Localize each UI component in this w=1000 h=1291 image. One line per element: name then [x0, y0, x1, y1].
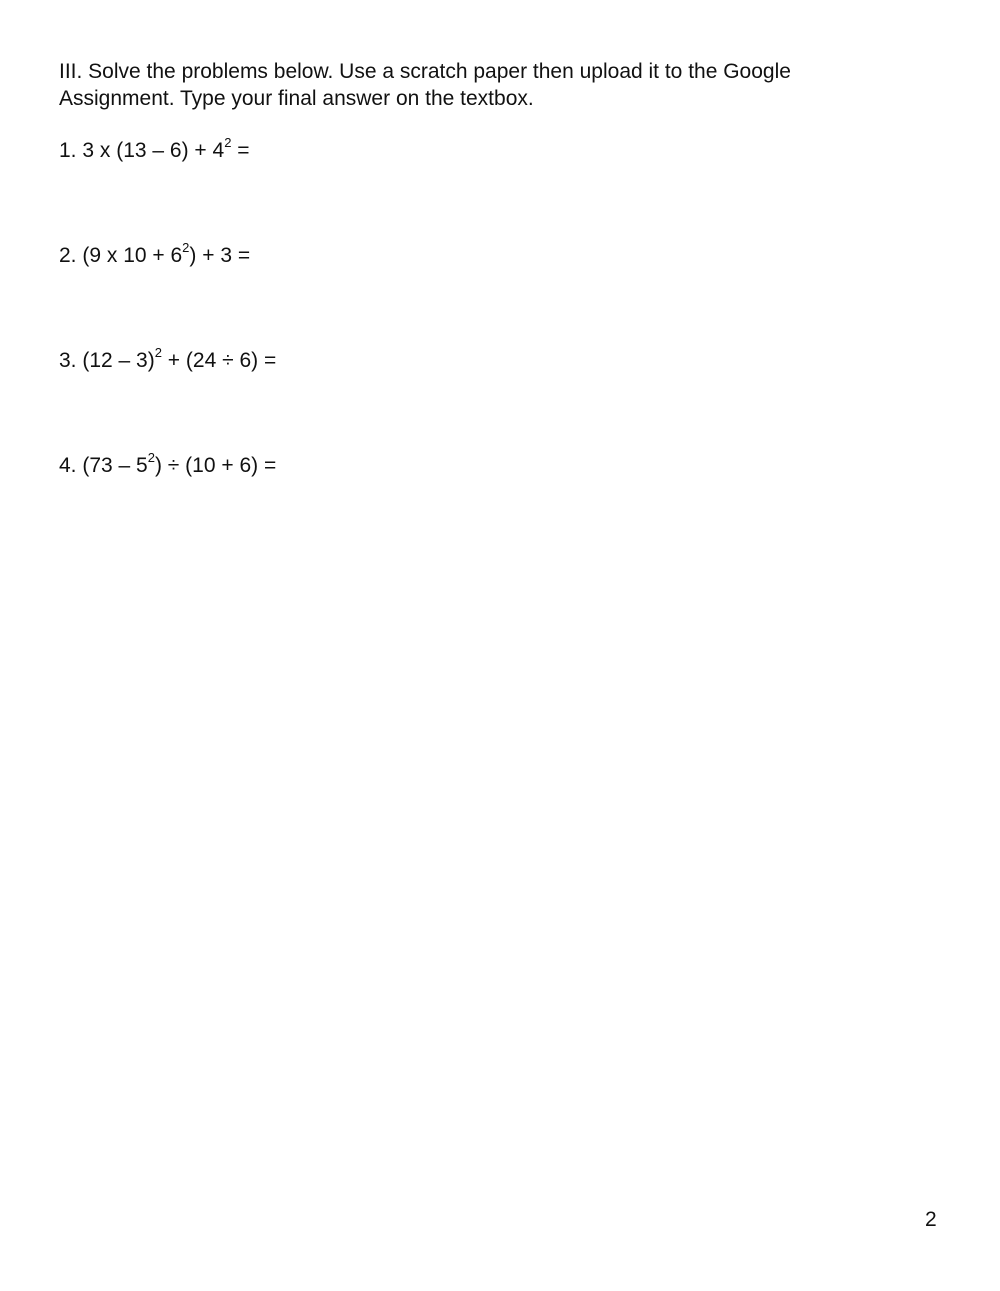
problem-3-expression: 3. (12 – 3): [59, 349, 155, 372]
problem-4-expression: 4. (73 – 5: [59, 454, 148, 477]
instructions-line-2: Assignment. Type your final answer on the textbox.: [59, 87, 534, 110]
problem-1: [59, 137, 250, 165]
problem-2-expression: 2. (9 x 10 + 6: [59, 244, 183, 267]
problem-4-exponent: 2: [147, 450, 155, 465]
problem-1-ending: =: [231, 139, 250, 162]
problem-2-exponent: 2: [182, 240, 190, 255]
page-number: 2: [925, 1208, 937, 1231]
problem-3-ending: + (24 ÷ 6) =: [161, 349, 277, 372]
problem-1-exponent: 2: [224, 135, 232, 150]
problem-3-exponent: 2: [154, 345, 162, 360]
problem-1-expression: 1. 3 x (13 – 6) + 4: [59, 139, 225, 162]
problem-2: [59, 242, 250, 270]
problem-4-ending: ) ÷ (10 + 6) =: [154, 454, 277, 477]
problem-2-ending: ) + 3 =: [189, 244, 251, 267]
instructions: [59, 58, 919, 112]
problem-4: [59, 452, 276, 480]
instructions-line-1: III. Solve the problems below. Use a scratch paper then upload it to the Google: [59, 60, 791, 83]
problem-3: [59, 347, 276, 375]
